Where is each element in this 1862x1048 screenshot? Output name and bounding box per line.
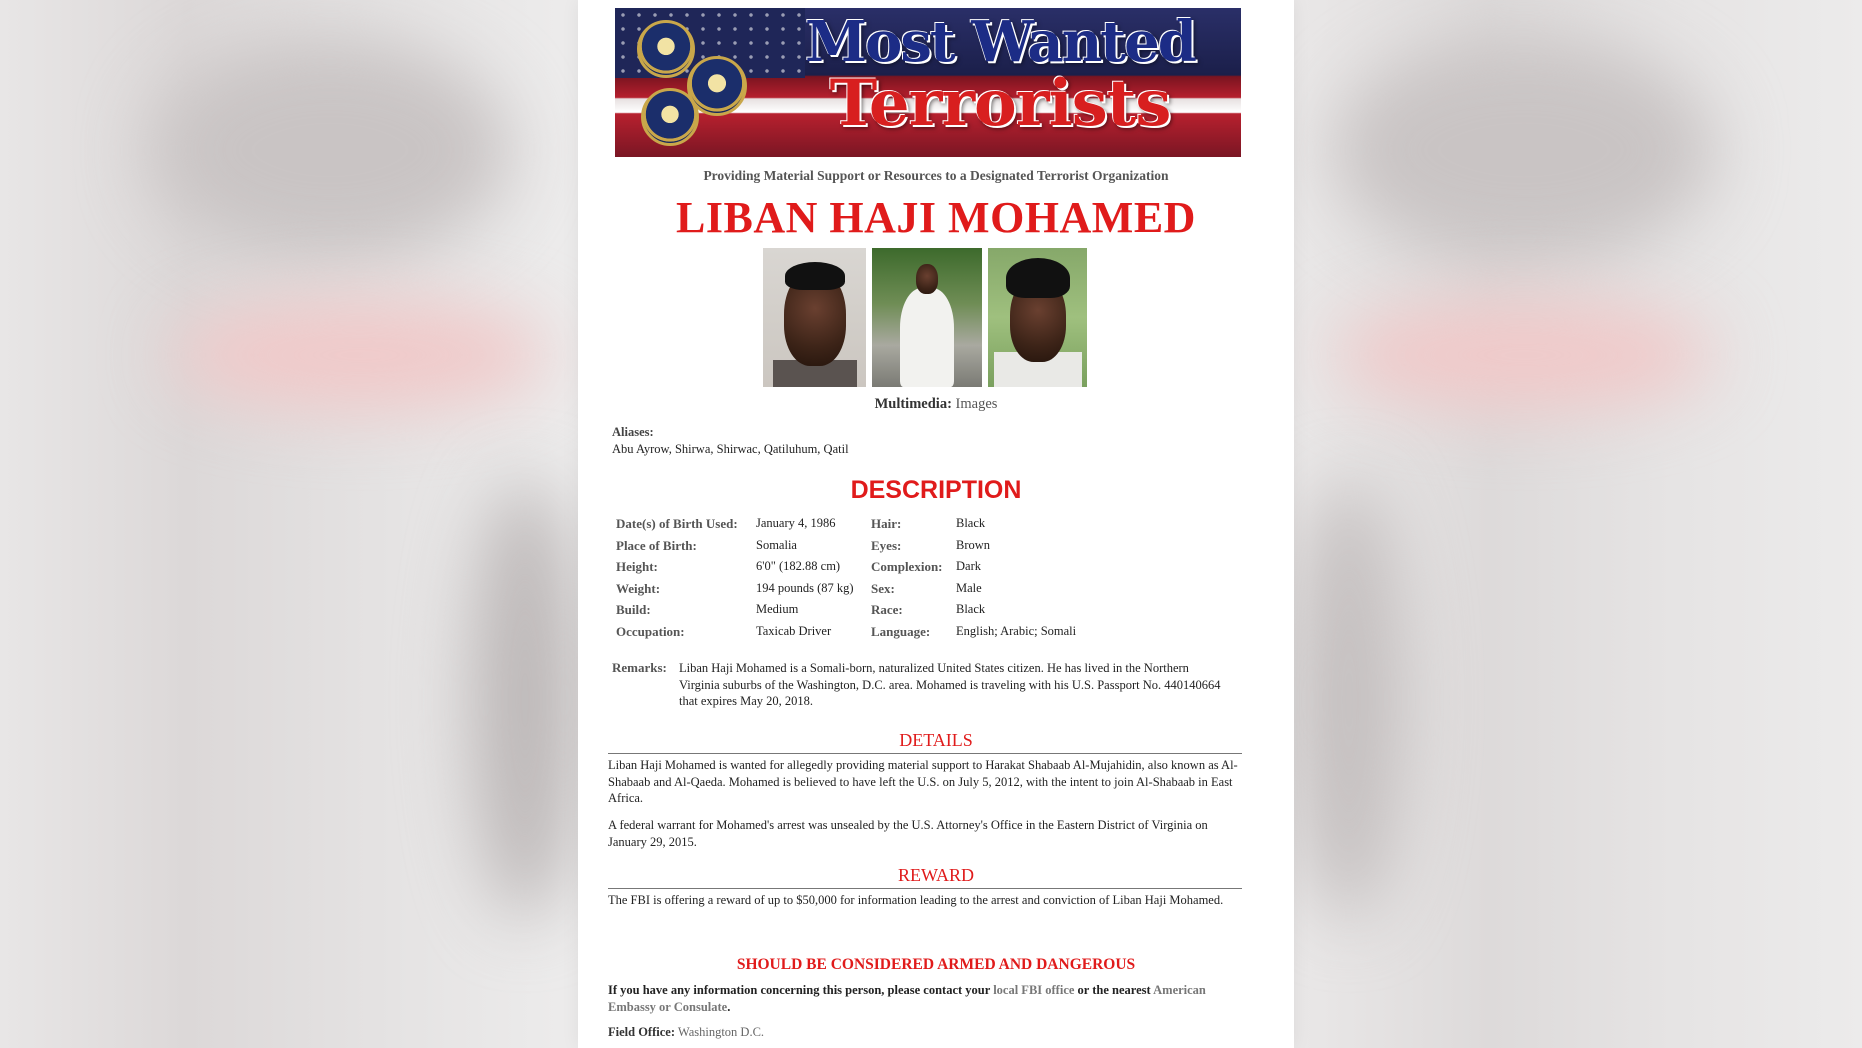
occupation-value: Taxicab Driver	[756, 623, 832, 638]
field-office	[608, 1025, 764, 1040]
build-value: Medium	[756, 602, 799, 617]
contact-text-pre: If you have any information concerning this person, please contact your	[608, 983, 994, 997]
sex-value: Male	[956, 580, 982, 595]
remarks-label: Remarks:	[612, 660, 667, 675]
reward-divider	[608, 888, 1242, 889]
dob-label: Date(s) of Birth Used:	[616, 516, 738, 531]
reward-text: The FBI is offering a reward of up to $50,000 for information leading to the arrest and conviction of Liban Haji Mohamed.	[608, 893, 1224, 907]
sex-label: Sex:	[871, 580, 895, 596]
remarks-text: Liban Haji Mohamed is a Somali-born, naturalized United States citizen. He has lived in the Northern Virginia suburbs of the Washington, D.C. area. Mohamed is traveling with his U.S. Passport No. 440140664 that expires May 20, 2018.	[679, 661, 1221, 708]
height-value: 6'0" (182.88 cm)	[756, 559, 841, 574]
banner-line-1: Most Wanted	[805, 9, 1195, 75]
photo-portrait[interactable]	[763, 248, 866, 387]
aliases	[612, 424, 849, 458]
complexion-value: Dark	[956, 559, 981, 574]
multimedia-images-link[interactable]: Images	[955, 396, 998, 412]
armed-warning: SHOULD BE CONSIDERED ARMED AND DANGEROUS	[736, 956, 1136, 973]
aliases-value: Abu Ayrow, Shirwa, Shirwac, Qatiluhum, Qatil	[612, 442, 849, 456]
description-heading: DESCRIPTION	[850, 476, 1022, 504]
eyes-value: Brown	[956, 537, 991, 552]
hair-value: Black	[956, 516, 986, 530]
most-wanted-banner	[615, 8, 1241, 157]
contact-text-mid: or the nearest	[1074, 983, 1154, 997]
race-value: Black	[956, 602, 986, 617]
wanted-poster	[578, 0, 1294, 1048]
weight-value: 194 pounds (87 kg)	[756, 580, 854, 595]
banner-title	[765, 9, 1235, 141]
contact-info	[608, 982, 1248, 1016]
field-office-label: Field Office:	[608, 1025, 675, 1039]
photo-gallery	[763, 248, 1087, 387]
table-row	[616, 516, 1076, 538]
description-table	[616, 516, 1076, 646]
state-department-seal-icon	[637, 20, 695, 78]
table-row	[616, 602, 1076, 624]
occupation-label: Occupation:	[616, 623, 685, 639]
aliases-label: Aliases:	[612, 425, 654, 439]
background-left	[0, 0, 578, 1048]
photo-close-up[interactable]	[988, 248, 1087, 387]
field-office-link[interactable]: Washington D.C.	[677, 1025, 765, 1039]
remarks	[612, 660, 1222, 710]
eyes-label: Eyes:	[871, 537, 902, 553]
multimedia-line	[578, 396, 1294, 413]
details-paragraph-1: Liban Haji Mohamed is wanted for allegedly providing material support to Harakat Shabaab Al-Mujahidin, also known as Al-Shabaab and Al-Qaeda. Mohamed is believed to have left the U.S. on July 5, 2012, with the intent to join Al-Shabaab in East Africa.	[608, 758, 1238, 805]
wanted-name: LIBAN HAJI MOHAMED	[676, 193, 1196, 242]
table-row	[616, 624, 1076, 646]
table-row	[616, 581, 1076, 603]
table-row	[616, 538, 1076, 560]
embassy-link[interactable]: American Embassy or Consulate	[608, 983, 1206, 1014]
table-row	[616, 559, 1076, 581]
language-value: English; Arabic; Somali	[956, 623, 1077, 638]
banner-line-2: Terrorists	[829, 66, 1171, 141]
contact-text-post: .	[727, 1000, 731, 1014]
fbi-seal-icon	[641, 88, 699, 146]
language-label: Language:	[871, 623, 931, 639]
local-fbi-office-link[interactable]: local FBI office	[993, 983, 1075, 997]
height-label: Height:	[616, 559, 658, 575]
details-divider	[608, 753, 1242, 754]
details-paragraph-2: A federal warrant for Mohamed's arrest was unsealed by the U.S. Attorney's Office in the Eastern District of Virginia on January 29, 2015.	[608, 818, 1208, 849]
build-label: Build:	[616, 602, 651, 618]
birthplace-label: Place of Birth:	[616, 537, 697, 553]
photo-full-body[interactable]	[872, 248, 982, 387]
reward-heading: REWARD	[898, 865, 974, 885]
details-heading: DETAILS	[899, 730, 973, 750]
charge-subtitle: Providing Material Support or Resources to a Designated Terrorist Organization	[703, 168, 1169, 183]
dob-value: January 4, 1986	[756, 516, 836, 530]
birthplace-value: Somalia	[756, 537, 797, 552]
complexion-label: Complexion:	[871, 559, 943, 575]
race-label: Race:	[871, 602, 903, 618]
hair-label: Hair:	[871, 516, 902, 531]
background-right	[1294, 0, 1862, 1048]
weight-label: Weight:	[616, 580, 661, 596]
multimedia-label: Multimedia:	[874, 396, 952, 412]
